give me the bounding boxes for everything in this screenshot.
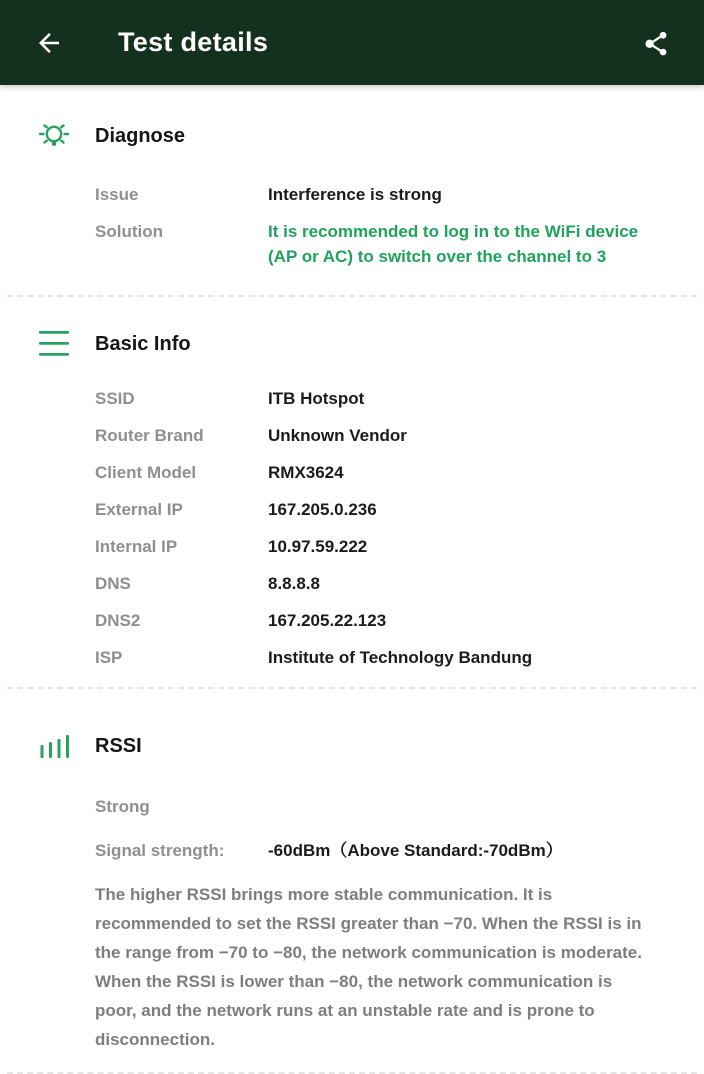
dns-value: 8.8.8.8 <box>268 574 320 593</box>
external-ip-label: External IP <box>95 500 183 519</box>
ssid-value: ITB Hotspot <box>268 389 365 408</box>
info-row-external-ip <box>95 497 672 522</box>
arrow-left-icon <box>34 28 64 58</box>
signal-strength-row <box>95 838 672 863</box>
info-row-dns2 <box>95 608 672 633</box>
share-icon <box>640 26 672 60</box>
list-icon <box>32 326 76 362</box>
back-button[interactable] <box>32 26 66 60</box>
diagnose-title: Diagnose <box>95 124 186 147</box>
ssid-label: SSID <box>95 389 135 408</box>
internal-ip-label: Internal IP <box>95 537 178 556</box>
signal-strength-label: Signal strength: <box>95 841 225 860</box>
dns2-label: DNS2 <box>95 611 141 630</box>
lightbulb-icon <box>32 118 76 154</box>
app-bar <box>0 0 704 85</box>
issue-value: Interference is strong <box>268 185 442 204</box>
diagnose-section-header <box>32 118 672 154</box>
signal-strength-value: -60dBm（Above Standard:-70dBm） <box>268 841 563 860</box>
info-row-dns <box>95 571 672 596</box>
info-row-router-brand <box>95 423 672 448</box>
basic-info-section-header <box>32 326 672 362</box>
issue-label: Issue <box>95 185 139 204</box>
info-row-isp <box>95 645 672 670</box>
isp-label: ISP <box>95 648 123 667</box>
internal-ip-value: 10.97.59.222 <box>268 537 368 556</box>
rssi-section-header <box>32 728 672 764</box>
info-row-internal-ip <box>95 534 672 559</box>
info-row-client-model <box>95 460 672 485</box>
solution-value: It is recommended to log in to the WiFi device (AP or AC) to switch over the channel to 3 <box>268 222 639 266</box>
rssi-title: RSSI <box>95 734 142 757</box>
basic-info-section <box>0 297 704 687</box>
diagnose-row-solution <box>95 219 672 269</box>
isp-value: Institute of Technology Bandung <box>268 648 533 667</box>
basic-info-title: Basic Info <box>95 332 191 355</box>
dns2-value: 167.205.22.123 <box>268 611 387 630</box>
share-button[interactable] <box>636 21 676 65</box>
diagnose-section <box>0 85 704 295</box>
client-model-label: Client Model <box>95 463 197 482</box>
signal-bars-icon <box>32 728 76 764</box>
rssi-status-badge: Strong <box>95 797 150 816</box>
rssi-description: The higher RSSI brings more stable communication. It is recommended to set the RSSI greater than −70. When the RSSI is in the range from −70 to −80, the network communication is moderate. When the RSSI is lower than −80, the network communication is poor, and the network runs at an unstable rate and is prone to disconnection. <box>95 885 642 1049</box>
diagnose-row-issue <box>95 182 672 207</box>
info-row-ssid <box>95 386 672 411</box>
dns-label: DNS <box>95 574 131 593</box>
external-ip-value: 167.205.0.236 <box>268 500 377 519</box>
router-brand-value: Unknown Vendor <box>268 426 407 445</box>
page-title: Test details <box>118 27 269 57</box>
solution-label: Solution <box>95 222 163 241</box>
rssi-section <box>0 689 704 1072</box>
client-model-value: RMX3624 <box>268 463 344 482</box>
router-brand-label: Router Brand <box>95 426 204 445</box>
